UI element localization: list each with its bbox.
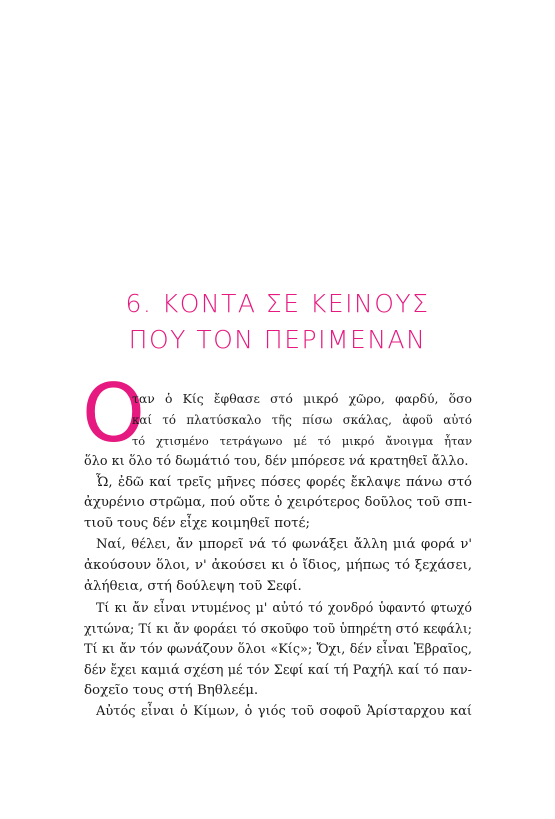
- body-text: [84, 389, 472, 723]
- chapter-title: [0, 286, 555, 358]
- drop-cap-letter: Ο: [82, 367, 145, 460]
- text-line-12: χιτώνα; Τί κι ἄν φοράει τό σκοῦφο τοῦ ὑπηρέτη στό κεφάλι;: [84, 620, 472, 636]
- text-line-10: ἀλήθεια, στή δούλεψη τοῦ Σεφί.: [84, 579, 302, 595]
- text-line-9: ἀκούσουν ὅλοι, ν' ἀκούσει κι ὁ ἴδιος, μήπως τό ξεχάσει,: [84, 558, 472, 574]
- text-line-1: ταν ὁ Κίς ἔφθασε στό μικρό χῶρο, φαρδύ, ὅσο: [132, 391, 472, 406]
- text-line-15: δοχεῖο τους στή Βηθλεέμ.: [84, 683, 259, 699]
- text-line-13: Τί κι ἄν τόν φωνάζουν ὅλοι «Κίς»; Ὄχι, δέν εἶναι Ἑβραῖος,: [84, 641, 472, 657]
- dropcap-indented-lines: [84, 389, 472, 452]
- text-line-4: ὅλο κι ὅλο τό δωμάτιό του, δέν μπόρεσε νά κρατηθεῖ ἄλλο.: [84, 453, 469, 469]
- text-line-6: ἀχυρένιο στρῶμα, πού οὔτε ὁ χειρότερος δοῦλος τοῦ σπι-: [84, 495, 472, 511]
- text-line-3: τό χτισμένο τετράγωνο μέ τό μικρό ἄνοιγμα ἦταν: [132, 433, 472, 448]
- text-line-2: καί τό πλατύσκαλο τῆς πίσω σκάλας, ἀφοῦ αὐτό: [132, 412, 472, 427]
- chapter-title-line-2: ΠΟΥ ΤΟΝ ΠΕΡΙΜΕΝΑΝ: [128, 325, 427, 354]
- text-line-5: Ὦ, ἐδῶ καί τρεῖς μῆνες πόσες φορές ἔκλαψε πάνω στό: [96, 474, 472, 490]
- text-line-16: Αὐτός εἶναι ὁ Κίμων, ὁ γιός τοῦ σοφοῦ Ἀρίσταρχου καί: [96, 704, 472, 720]
- text-line-8: Ναί, θέλει, ἄν μπορεῖ νά τό φωνάξει ἄλλη μιά φορά ν': [96, 537, 472, 553]
- text-line-11: Τί κι ἄν εἶναι ντυμένος μ' αὐτό τό χονδρό ὑφαντό φτωχό: [96, 599, 472, 615]
- text-line-7: τιοῦ τους δέν εἶχε κοιμηθεῖ ποτέ;: [84, 516, 311, 532]
- chapter-title-line-1: 6. ΚΟΝΤΑ ΣΕ ΚΕΙΝΟΥΣ: [125, 289, 430, 318]
- text-line-14: δέν ἔχει καμιά σχέση μέ τόν Σεφί καί τή Ραχήλ καί τό παν-: [84, 662, 472, 678]
